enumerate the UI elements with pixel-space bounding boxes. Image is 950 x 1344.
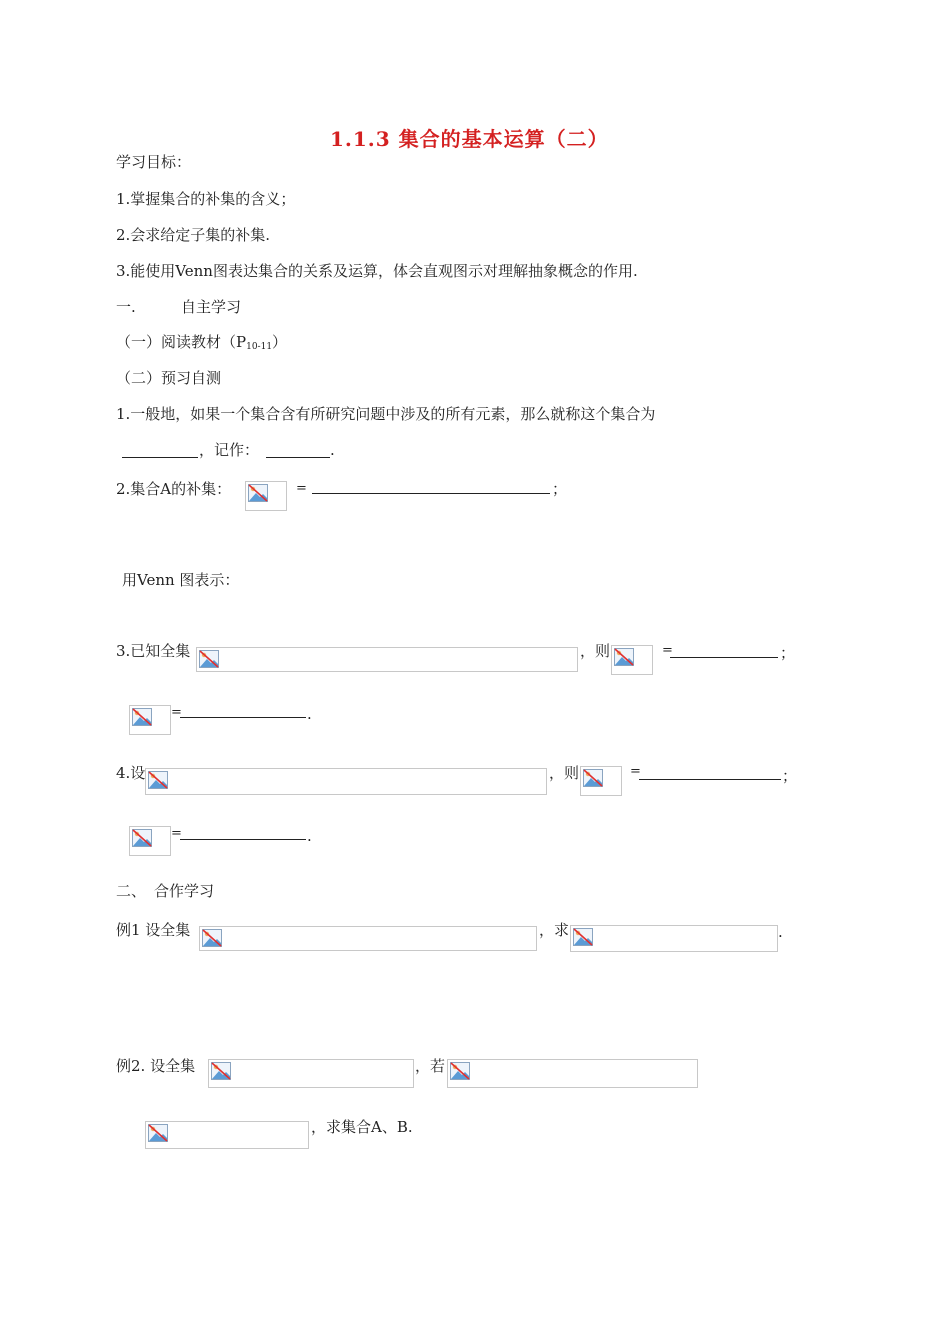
ex2-prefix: 例2. 设全集 xyxy=(116,1057,196,1075)
q3-end2: . xyxy=(307,705,312,723)
q4-blank-2[interactable] xyxy=(180,838,306,840)
q1-end: . xyxy=(330,441,335,459)
broken-image-icon xyxy=(202,929,222,947)
formula-image xyxy=(611,645,653,675)
section2-number: 二、 xyxy=(116,882,147,900)
page-title: 1.1.3 集合的基本运算（二） xyxy=(330,127,609,151)
q1-mid-text: ，记作： xyxy=(199,441,260,459)
q4-prefix: 4.设 xyxy=(116,764,146,782)
q3-end1: ； xyxy=(780,644,796,662)
broken-image-icon xyxy=(211,1062,231,1080)
formula-image xyxy=(245,481,287,511)
ex2-if: ，若 xyxy=(415,1057,446,1075)
q4-end2: . xyxy=(307,827,312,845)
broken-image-icon xyxy=(148,1124,168,1142)
q4-equals: = xyxy=(630,764,641,779)
q2-equals: = xyxy=(296,481,307,496)
q2-end: ； xyxy=(552,480,568,498)
q4-blank-1[interactable] xyxy=(639,778,781,780)
formula-image xyxy=(129,705,171,735)
formula-image xyxy=(196,647,578,672)
q4-end1: ； xyxy=(782,767,798,785)
broken-image-icon xyxy=(132,708,152,726)
section1-number: 一. xyxy=(116,298,136,316)
formula-image xyxy=(570,925,778,952)
q4-then: ，则 xyxy=(549,764,580,782)
formula-image xyxy=(145,768,547,795)
q3-equals: = xyxy=(662,643,673,658)
broken-image-icon xyxy=(132,829,152,847)
formula-image xyxy=(145,1121,309,1149)
ex2-ask: ，求集合A、B. xyxy=(311,1118,413,1136)
formula-image xyxy=(447,1059,698,1088)
q1-text: 1.一般地，如果一个集合含有所研究问题中涉及的所有元素，那么就称这个集合为 xyxy=(116,405,656,423)
q1-blank-name[interactable] xyxy=(122,456,198,458)
section1-title: 自主学习 xyxy=(181,298,242,316)
q3-blank-1[interactable] xyxy=(670,656,778,658)
q3-prefix: 3.已知全集 xyxy=(116,642,191,660)
ex1-prefix: 例1 设全集 xyxy=(116,921,191,939)
broken-image-icon xyxy=(199,650,219,668)
venn-instruction: 用Venn 图表示： xyxy=(122,571,240,589)
objective-item: 2.会求给定子集的补集. xyxy=(116,226,271,244)
broken-image-icon xyxy=(573,928,593,946)
q4-equals-2: = xyxy=(171,826,182,841)
q3-blank-2[interactable] xyxy=(180,716,306,718)
broken-image-icon xyxy=(450,1062,470,1080)
objective-item: 1.掌握集合的补集的含义； xyxy=(116,190,296,208)
formula-image xyxy=(208,1059,414,1088)
objective-item: 3.能使用Venn图表达集合的关系及运算，体会直观图示对理解抽象概念的作用. xyxy=(116,262,638,280)
subsection-self-test: （二）预习自测 xyxy=(116,369,222,387)
section2-title: 合作学习 xyxy=(154,882,215,900)
broken-image-icon xyxy=(248,484,268,502)
ex1-ask: ，求 xyxy=(539,921,570,939)
objectives-heading: 学习目标： xyxy=(116,153,192,171)
q3-equals-2: = xyxy=(171,705,182,720)
broken-image-icon xyxy=(148,771,168,789)
formula-image xyxy=(129,826,171,856)
formula-image xyxy=(580,766,622,796)
subsection-read-textbook: （一）阅读教材$(P_{10-11})$ xyxy=(116,333,288,352)
q1-blank-notation[interactable] xyxy=(266,456,330,458)
q2-blank[interactable] xyxy=(312,492,550,494)
q3-then: ，则 xyxy=(580,642,611,660)
formula-image xyxy=(199,926,537,951)
q2-prefix: 2.集合A的补集： xyxy=(116,480,232,498)
ex1-end: . xyxy=(778,923,783,941)
broken-image-icon xyxy=(583,769,603,787)
broken-image-icon xyxy=(614,648,634,666)
